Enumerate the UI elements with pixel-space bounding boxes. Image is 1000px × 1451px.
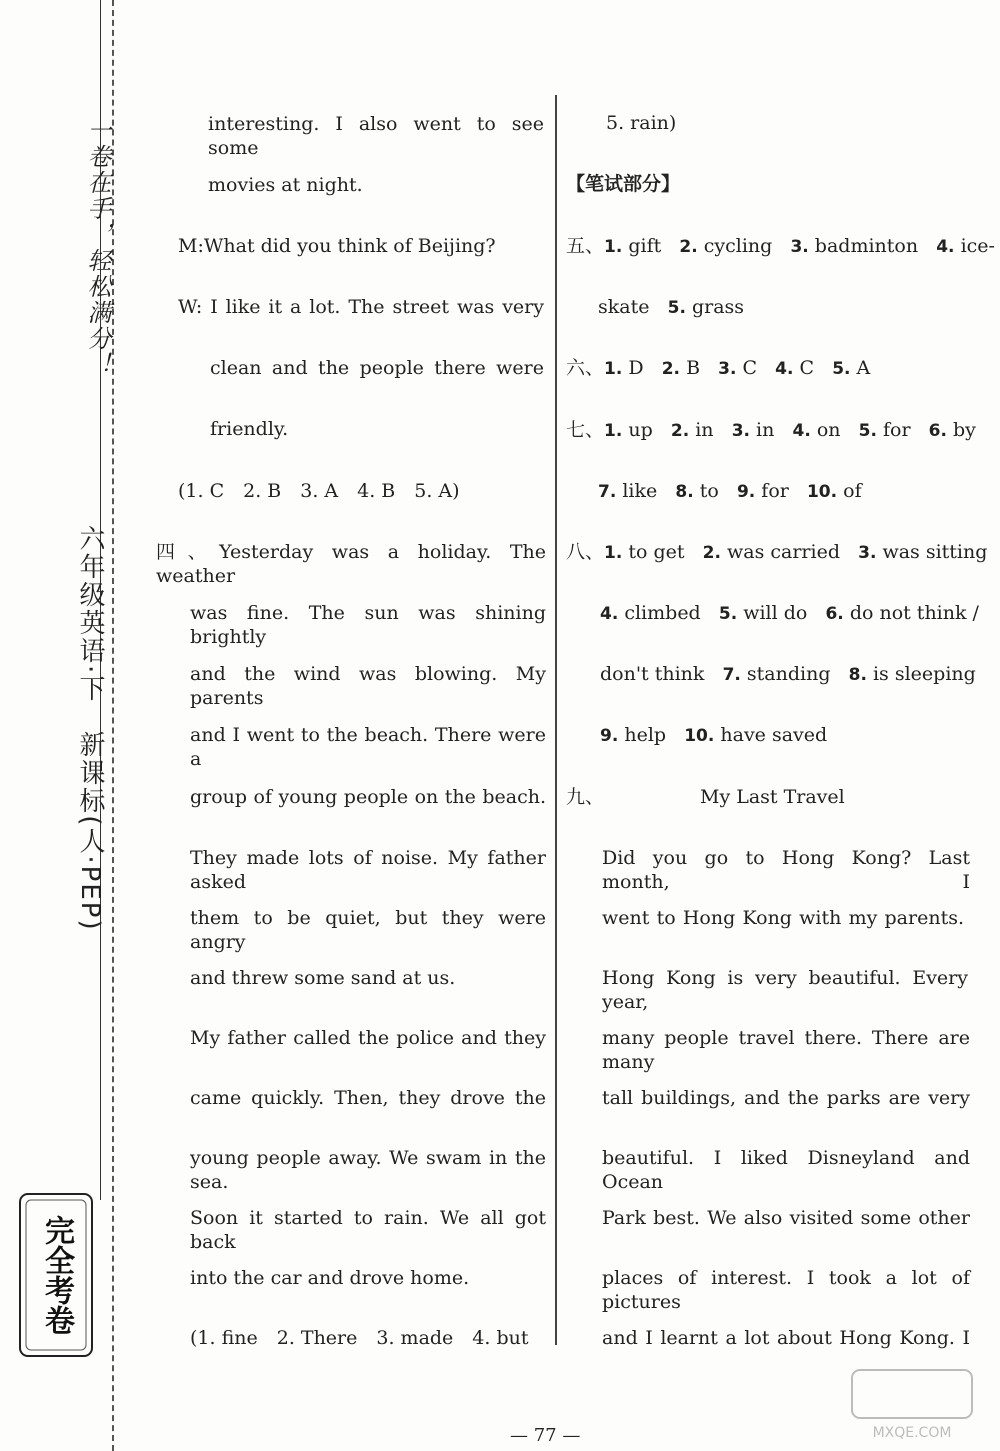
section-8-row-3 — [600, 662, 976, 687]
essay-line: Park best. We also visited some other — [602, 1207, 970, 1229]
section-prefix: 八、 — [566, 541, 605, 563]
item-answer: help — [624, 724, 667, 746]
section-7-row-1 — [566, 418, 976, 443]
essay-line: went to Hong Kong with my parents. — [602, 907, 964, 929]
item-answer: cycling — [703, 235, 773, 257]
item-answer: C — [799, 357, 815, 379]
item-number: 2. — [702, 543, 721, 563]
section-7-row-2 — [598, 479, 862, 504]
section-8-row-1 — [566, 540, 987, 565]
section-5-row-2 — [598, 295, 744, 320]
column-divider — [555, 95, 557, 1345]
item-number: 1. — [604, 359, 623, 379]
item-number: 3. — [790, 237, 809, 257]
page-number: — 77 — — [510, 1425, 581, 1446]
essay-line: Hong Kong is very beautiful. Every year, — [602, 967, 968, 1013]
text-line: them to be quiet, but they were angry — [190, 907, 546, 953]
text-line: came quickly. Then, they drove the — [190, 1087, 546, 1109]
item-answer: have saved — [720, 724, 828, 746]
item-answer: ice- — [960, 235, 995, 257]
section-8-row-2 — [600, 601, 979, 626]
text-line: movies at night. — [208, 174, 363, 196]
item-answer: like — [622, 480, 658, 502]
item-number: 5. — [718, 604, 738, 624]
item-number: 3. — [731, 421, 750, 441]
item-number: 8. — [848, 665, 867, 685]
item-answer: for — [882, 419, 911, 441]
item-number: 9. — [600, 726, 619, 746]
item-number: 2. — [661, 359, 681, 379]
essay-line: tall buildings, and the parks are very — [602, 1087, 970, 1109]
item-answer: on — [816, 419, 841, 441]
brand-logo-text: 完全考卷 — [39, 1215, 74, 1335]
section-8-row-4 — [600, 723, 827, 748]
spine-slogan: 一卷在手，轻松满分！ — [83, 118, 111, 378]
item-answer: will do — [743, 602, 808, 624]
essay-line: beautiful. I liked Disneyland and Ocean — [602, 1147, 970, 1193]
item-answer: skate — [598, 296, 650, 318]
text-line: W: I like it a lot. The street was very — [178, 296, 544, 318]
text-line: into the car and drove home. — [190, 1267, 470, 1289]
text-line: My father called the police and they — [190, 1027, 546, 1049]
essay-line: and I learnt a lot about Hong Kong. I — [602, 1327, 970, 1349]
item-answer: in — [756, 419, 775, 441]
text-line: clean and the people there were — [210, 357, 544, 379]
item-number: 9. — [736, 482, 756, 502]
item-answer: of — [843, 480, 862, 502]
item-number: 5. — [832, 359, 851, 379]
answer-line: (1. fine 2. There 3. made 4. but — [190, 1327, 529, 1349]
item-number: 3. — [858, 543, 877, 563]
item-answer: D — [628, 357, 644, 379]
essay-line: many people travel there. There are many — [602, 1027, 970, 1073]
item-answer: do not think / — [849, 602, 979, 624]
item-answer: is sleeping — [872, 663, 976, 685]
text-line: Soon it started to rain. We all got back — [190, 1207, 546, 1253]
item-number: 2. — [679, 237, 698, 257]
section-9-prefix: 九、 — [566, 786, 605, 808]
item-answer: for — [761, 480, 789, 502]
item-number: 1. — [604, 237, 623, 257]
item-number: 4. — [936, 237, 955, 257]
essay-line: places of interest. I took a lot of pictures — [602, 1267, 970, 1313]
text-line: interesting. I also went to see some — [208, 113, 544, 159]
item-answer: was sitting — [882, 541, 988, 563]
item-number: 10. — [806, 482, 838, 502]
item-answer: was carried — [726, 541, 840, 563]
text-line: and I went to the beach. There were a — [190, 724, 546, 770]
item-number: 7. — [722, 665, 741, 685]
section-6-row-1 — [566, 356, 870, 381]
item-answer: don't think — [600, 663, 705, 685]
item-answer: in — [695, 419, 714, 441]
text-line: M:What did you think of Beijing? — [178, 235, 496, 257]
answer-line: (1. C 2. B 3. A 4. B 5. A) — [178, 480, 460, 502]
item-number: 8. — [675, 482, 694, 502]
item-answer: A — [856, 357, 871, 379]
text-line: group of young people on the beach. — [190, 786, 546, 808]
item-answer: C — [742, 357, 758, 379]
section-prefix: 五、 — [566, 235, 605, 257]
item-answer: by — [953, 419, 976, 441]
item-number: 4. — [792, 421, 811, 441]
item-answer: climbed — [624, 602, 701, 624]
watermark-logo-icon — [842, 1365, 992, 1445]
item-number: 1. — [604, 421, 623, 441]
item-answer: gift — [628, 235, 662, 257]
item-number: 6. — [825, 604, 844, 624]
item-number: 5. — [667, 298, 686, 318]
item-answer: grass — [691, 296, 745, 318]
item-number: 4. — [775, 359, 794, 379]
text-line: and threw some sand at us. — [190, 967, 456, 989]
item-number: 10. — [684, 726, 715, 746]
section-prefix: 七、 — [566, 419, 605, 441]
item-answer: to get — [628, 541, 685, 563]
section-5-row-1 — [566, 234, 995, 259]
watermark-text: MXQE.COM — [872, 1425, 952, 1441]
answer-line: 5. rain) — [606, 112, 677, 134]
text-line: friendly. — [210, 418, 289, 440]
section-header: 【笔试部分】 — [566, 173, 681, 195]
text-line: They made lots of noise. My father asked — [190, 847, 546, 893]
spine-book-title: 六年级英语·下 新课标(人·PEP) — [75, 525, 105, 932]
text-line: 四、Yesterday was a holiday. The weather — [156, 541, 546, 587]
item-answer: B — [686, 357, 701, 379]
item-number: 4. — [600, 604, 619, 624]
section-prefix: 六、 — [566, 357, 605, 379]
item-answer: to — [699, 480, 719, 502]
essay-line: Did you go to Hong Kong? Last month, I — [602, 847, 970, 893]
essay-title: My Last Travel — [700, 786, 845, 808]
item-number: 1. — [604, 543, 623, 563]
text-line: and the wind was blowing. My parents — [190, 663, 546, 709]
text-line: was fine. The sun was shining brightly — [190, 602, 546, 648]
item-number: 6. — [928, 421, 947, 441]
item-number: 3. — [718, 359, 737, 379]
item-number: 7. — [598, 482, 617, 502]
item-answer: up — [628, 419, 653, 441]
item-number: 2. — [670, 421, 690, 441]
item-number: 5. — [858, 421, 877, 441]
item-answer: badminton — [814, 235, 919, 257]
item-answer: standing — [746, 663, 831, 685]
text-line: young people away. We swam in the sea. — [190, 1147, 546, 1193]
